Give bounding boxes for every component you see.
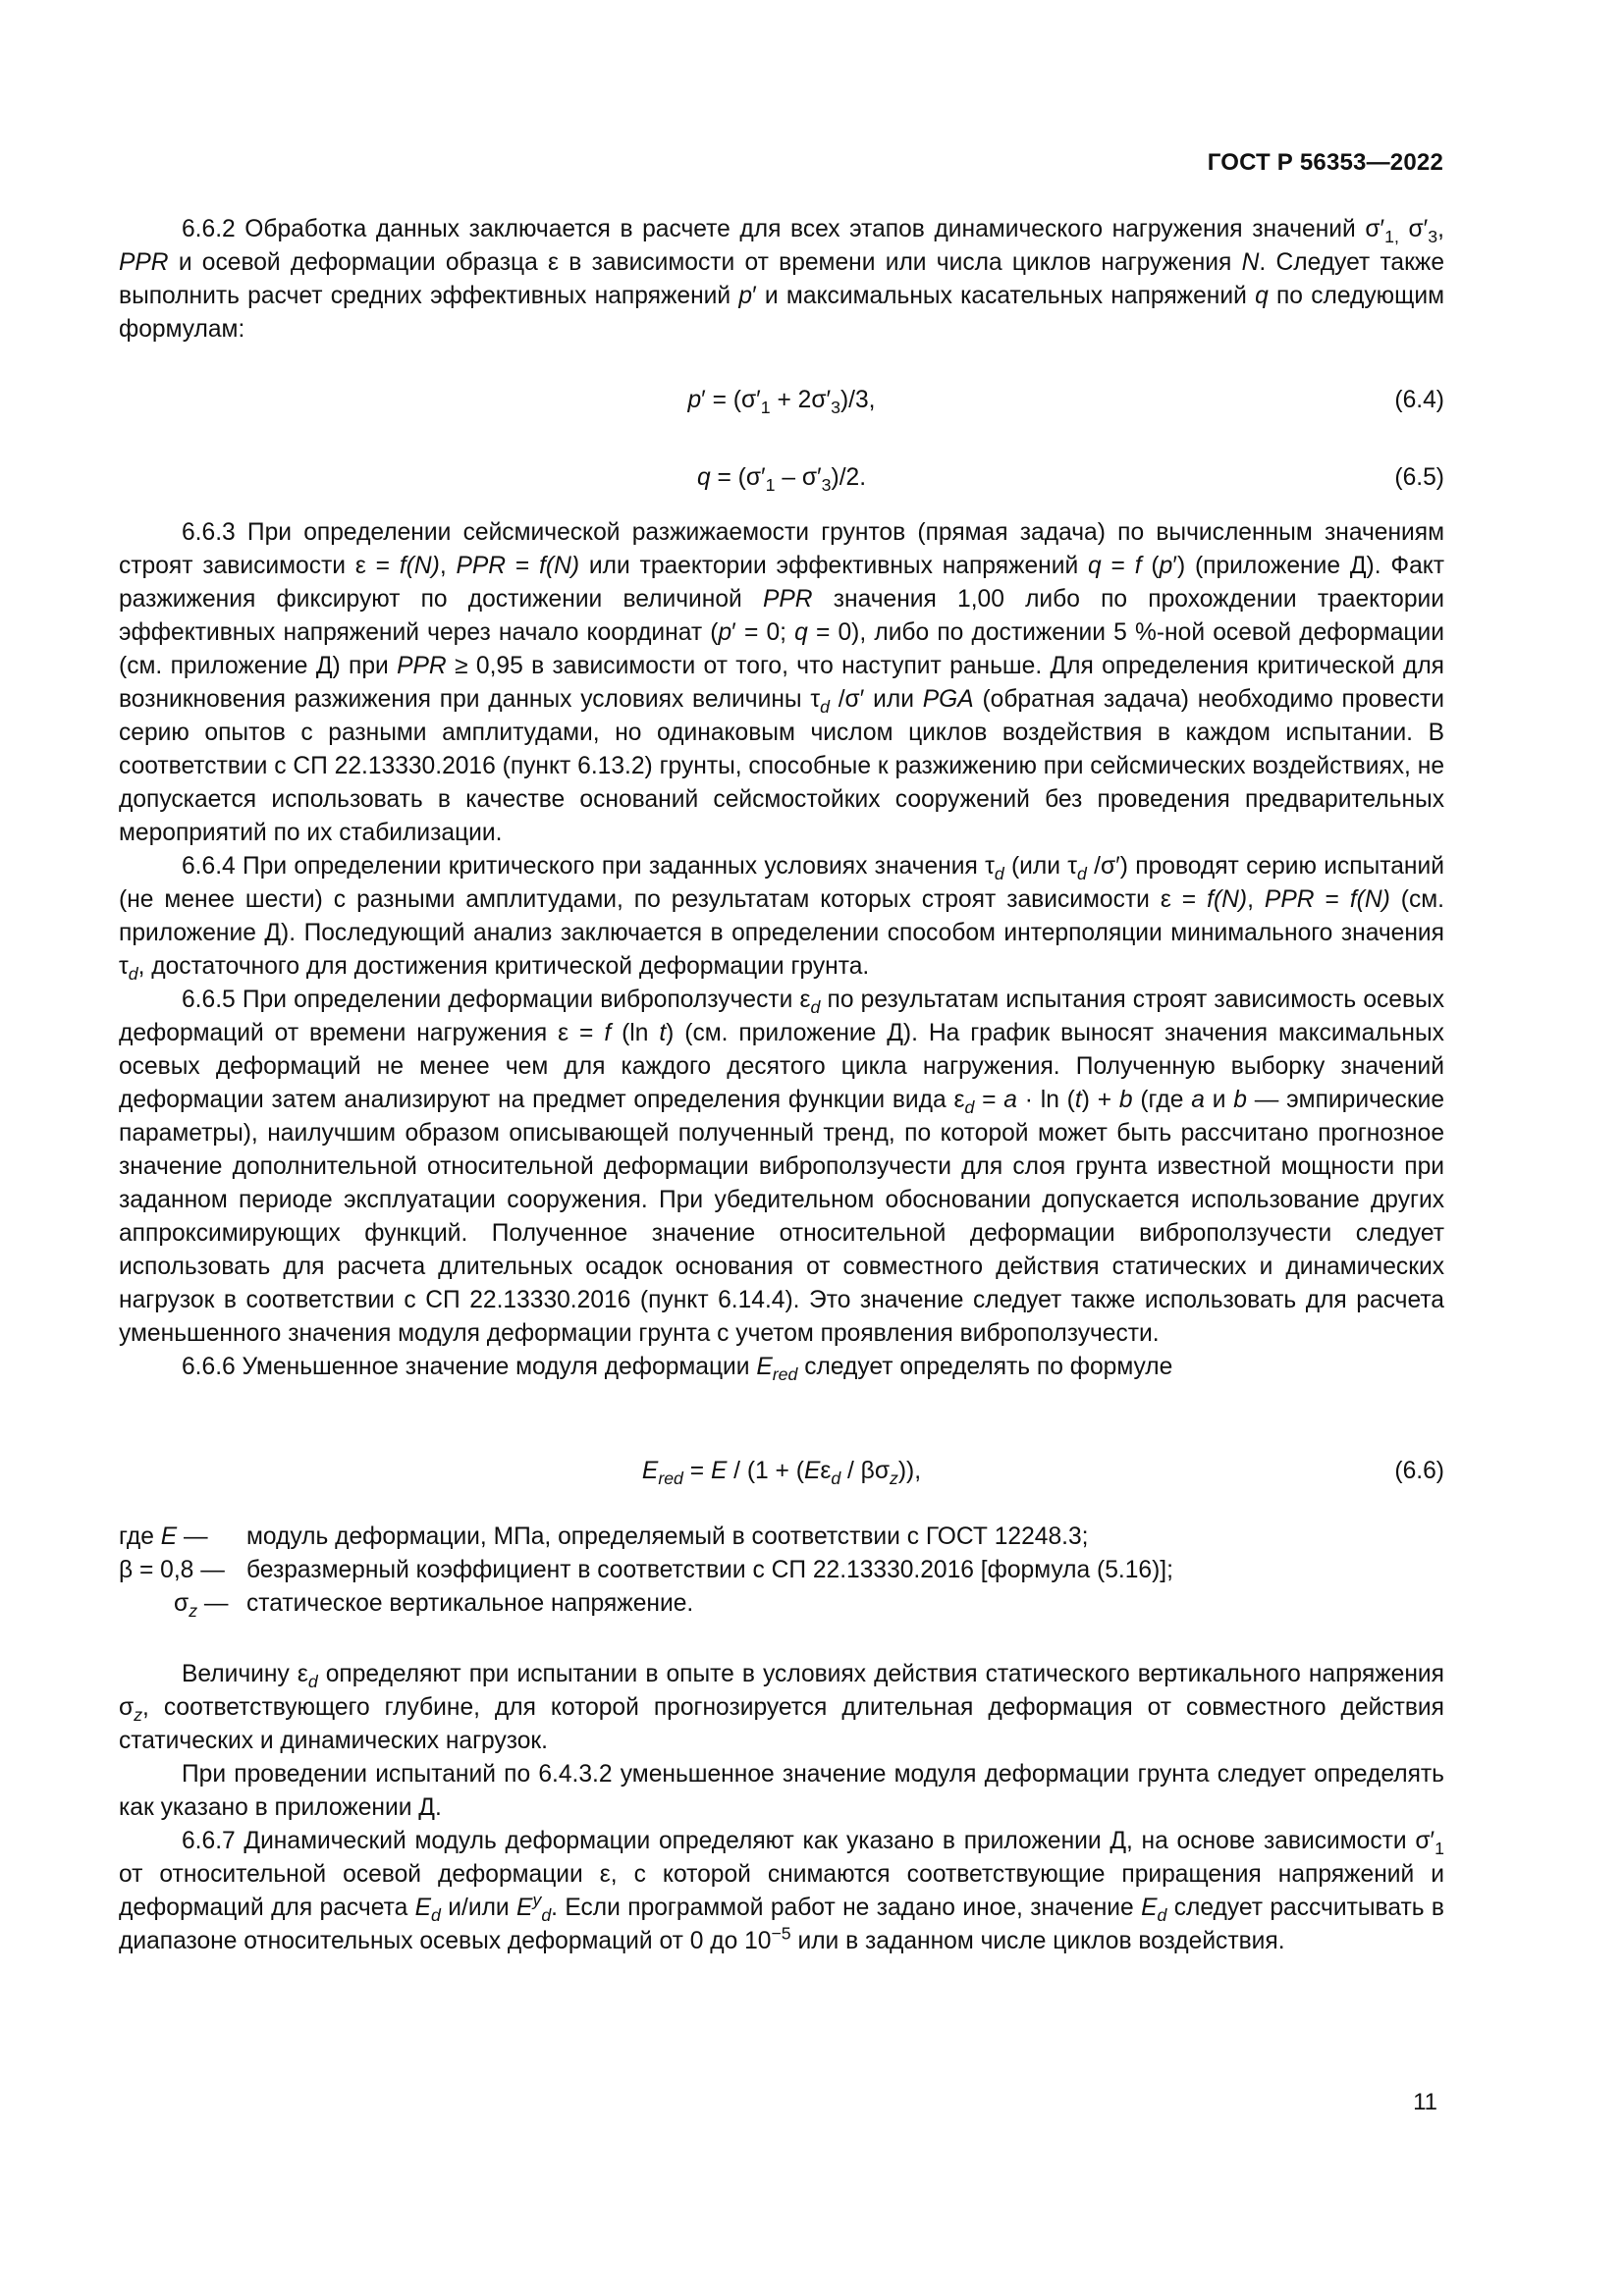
document-id-header: ГОСТ Р 56353—2022	[1207, 149, 1443, 176]
formula-6-4-expression: $p' = (\sigma'_1 + 2\sigma'_3)/3$,	[687, 387, 876, 418]
legend-text-e: модуль деформации, МПа, определяемый в соответствии с ГОСТ 12248.3;	[246, 1523, 1089, 1550]
formula-6-5-number: (6.5)	[1394, 464, 1444, 491]
paragraph-ed-definition: Величину $\varepsilon_d$ определяют при испытании в опыте в условиях действия статического вертикального напряжения $\sigma_z$, соответствующего глубине, для которой прогнозируется длительная деформация от совместного действия статических и динамических нагрузок.	[119, 1661, 1444, 1754]
formula-6-4-number: (6.4)	[1394, 387, 1444, 413]
legend-symbol-e: где E —	[119, 1523, 208, 1550]
formula-6-4	[119, 384, 1444, 417]
legend-text-sigma: статическое вертикальное напряжение.	[246, 1590, 694, 1617]
paragraph-6-6-2: 6.6.2 Обработка данных заключается в расчете для всех этапов динамического нагружения значений $\sigma'_{1,}$ $\sigma'_3$, PPR и осевой деформации образца ε в зависимости от времени или числа циклов нагружения N. Следует также выполнить расчет средних эффективных напряжений p′ и максимальных касательных напряжений q по следующим формулам:	[119, 216, 1444, 343]
legend-row-e	[119, 1521, 1444, 1554]
legend-text-beta: безразмерный коэффициент в соответствии с СП 22.13330.2016 [формула (5.16)];	[246, 1557, 1173, 1583]
paragraph-6-4-3-2-reference: При проведении испытаний по 6.4.3.2 уменьшенное значение модуля деформации грунта следует определять как указано в приложении Д.	[119, 1761, 1444, 1821]
legend-row-sigma	[119, 1587, 1444, 1621]
page-number: 11	[1413, 2089, 1437, 2115]
paragraph-6-6-5: 6.6.5 При определении деформации виброползучести $\varepsilon_d$ по результатам испытания строят зависимость осевых деформаций от времени нагружения ε = f (ln t) (см. приложение Д). На график выносят значения максимальных осевых деформаций не менее чем для каждого десятого цикла нагружения. Полученную выборку значений деформации затем анализируют на предмет определения функции вида $\varepsilon_d = a \cdot \ln (t) + b$ (где a и b — эмпирические параметры), наилучшим образом описывающей полученный тренд, по которой может быть рассчитано прогнозное значение дополнительной относительной деформации виброползучести для слоя грунта известной мощности при заданном периоде эксплуатации сооружения. При убедительном обосновании допускается использование других аппроксимирующих функций. Полученное значение относительной деформации виброползучести следует использовать для расчета длительных осадок основания от совместного действия статических и динамических нагрузок в соответствии с СП 22.13330.2016 (пункт 6.14.4). Это значение следует также использовать для расчета уменьшенного значения модуля деформации грунта с учетом проявления виброползучести.	[119, 987, 1445, 1347]
formula-6-6	[119, 1455, 1444, 1488]
paragraph-6-6-7: 6.6.7 Динамический модуль деформации определяют как указано в приложении Д, на основе зависимости $\sigma'_1$ от относительной осевой деформации ε, с которой снимаются соответствующие приращения напряжений и деформаций для расчета $E_d$ и/или $E^y_d$. Если программой работ не задано иное, значение $E_d$ следует рассчитывать в диапазоне относительных осевых деформаций от 0 до $10^{-5}$ или в заданном числе циклов воздействия.	[119, 1828, 1444, 1954]
formula-legend	[119, 1521, 1444, 1621]
paragraphs-after-legend	[119, 1658, 1444, 1958]
formula-6-5	[119, 461, 1444, 495]
paragraph-6-6-4: 6.6.4 При определении критического при заданных условиях значения $\tau_d$ (или $\tau_d$ /σ′) проводят серию испытаний (не менее шести) с разными амплитудами, по результатам которых строят зависимости ε = f(N), PPR = f(N) (см. приложение Д). Последующий анализ заключается в определении способом интерполяции минимального значения $\tau_d$, достаточного для достижения критической деформации грунта.	[119, 853, 1444, 985]
paragraphs-6-6-3-to-6-6-6	[119, 516, 1444, 1384]
formula-6-5-expression: $q = (\sigma'_1 - \sigma'_3)/2$.	[696, 464, 867, 496]
legend-row-beta	[119, 1554, 1444, 1587]
formula-6-6-expression: $E_{red} = E / (1 + (E\varepsilon_d / \beta\sigma_z))$,	[641, 1458, 922, 1489]
paragraph-6-6-3: 6.6.3 При определении сейсмической разжижаемости грунтов (прямая задача) по вычисленным значениям строят зависимости ε = f(N), PPR = f(N) или траектории эффективных напряжений q = f (p′) (приложение Д). Факт разжижения фиксируют по достижении величиной PPR значения 1,00 либо по прохождении траектории эффективных напряжений через начало координат (p′ = 0; q = 0), либо по достижении 5 %-ной осевой деформации (см. приложение Д) при PPR ≥ 0,95 в зависимости от того, что наступит раньше. Для определения критической для возникновения разжижения при данных условиях величины $\tau_d$ /σ′ или PGA (обратная задача) необходимо провести серию опытов с разными амплитудами, но одинаковым числом циклов воздействия в каждом испытании. В соответствии с СП 22.13330.2016 (пункт 6.13.2) грунты, способные к разжижению при сейсмических воздействиях, не допускается использовать в качестве оснований сейсмостойких сооружений без проведения предварительных мероприятий по их стабилизации.	[119, 519, 1445, 846]
legend-symbol-sigma: $\sigma_z$ —	[174, 1590, 229, 1622]
formula-6-6-number: (6.6)	[1394, 1458, 1444, 1484]
paragraph-6-6-6: 6.6.6 Уменьшенное значение модуля деформации $E_{red}$ следует определять по формуле	[182, 1354, 1173, 1385]
legend-symbol-beta: β = 0,8 —	[119, 1557, 225, 1583]
